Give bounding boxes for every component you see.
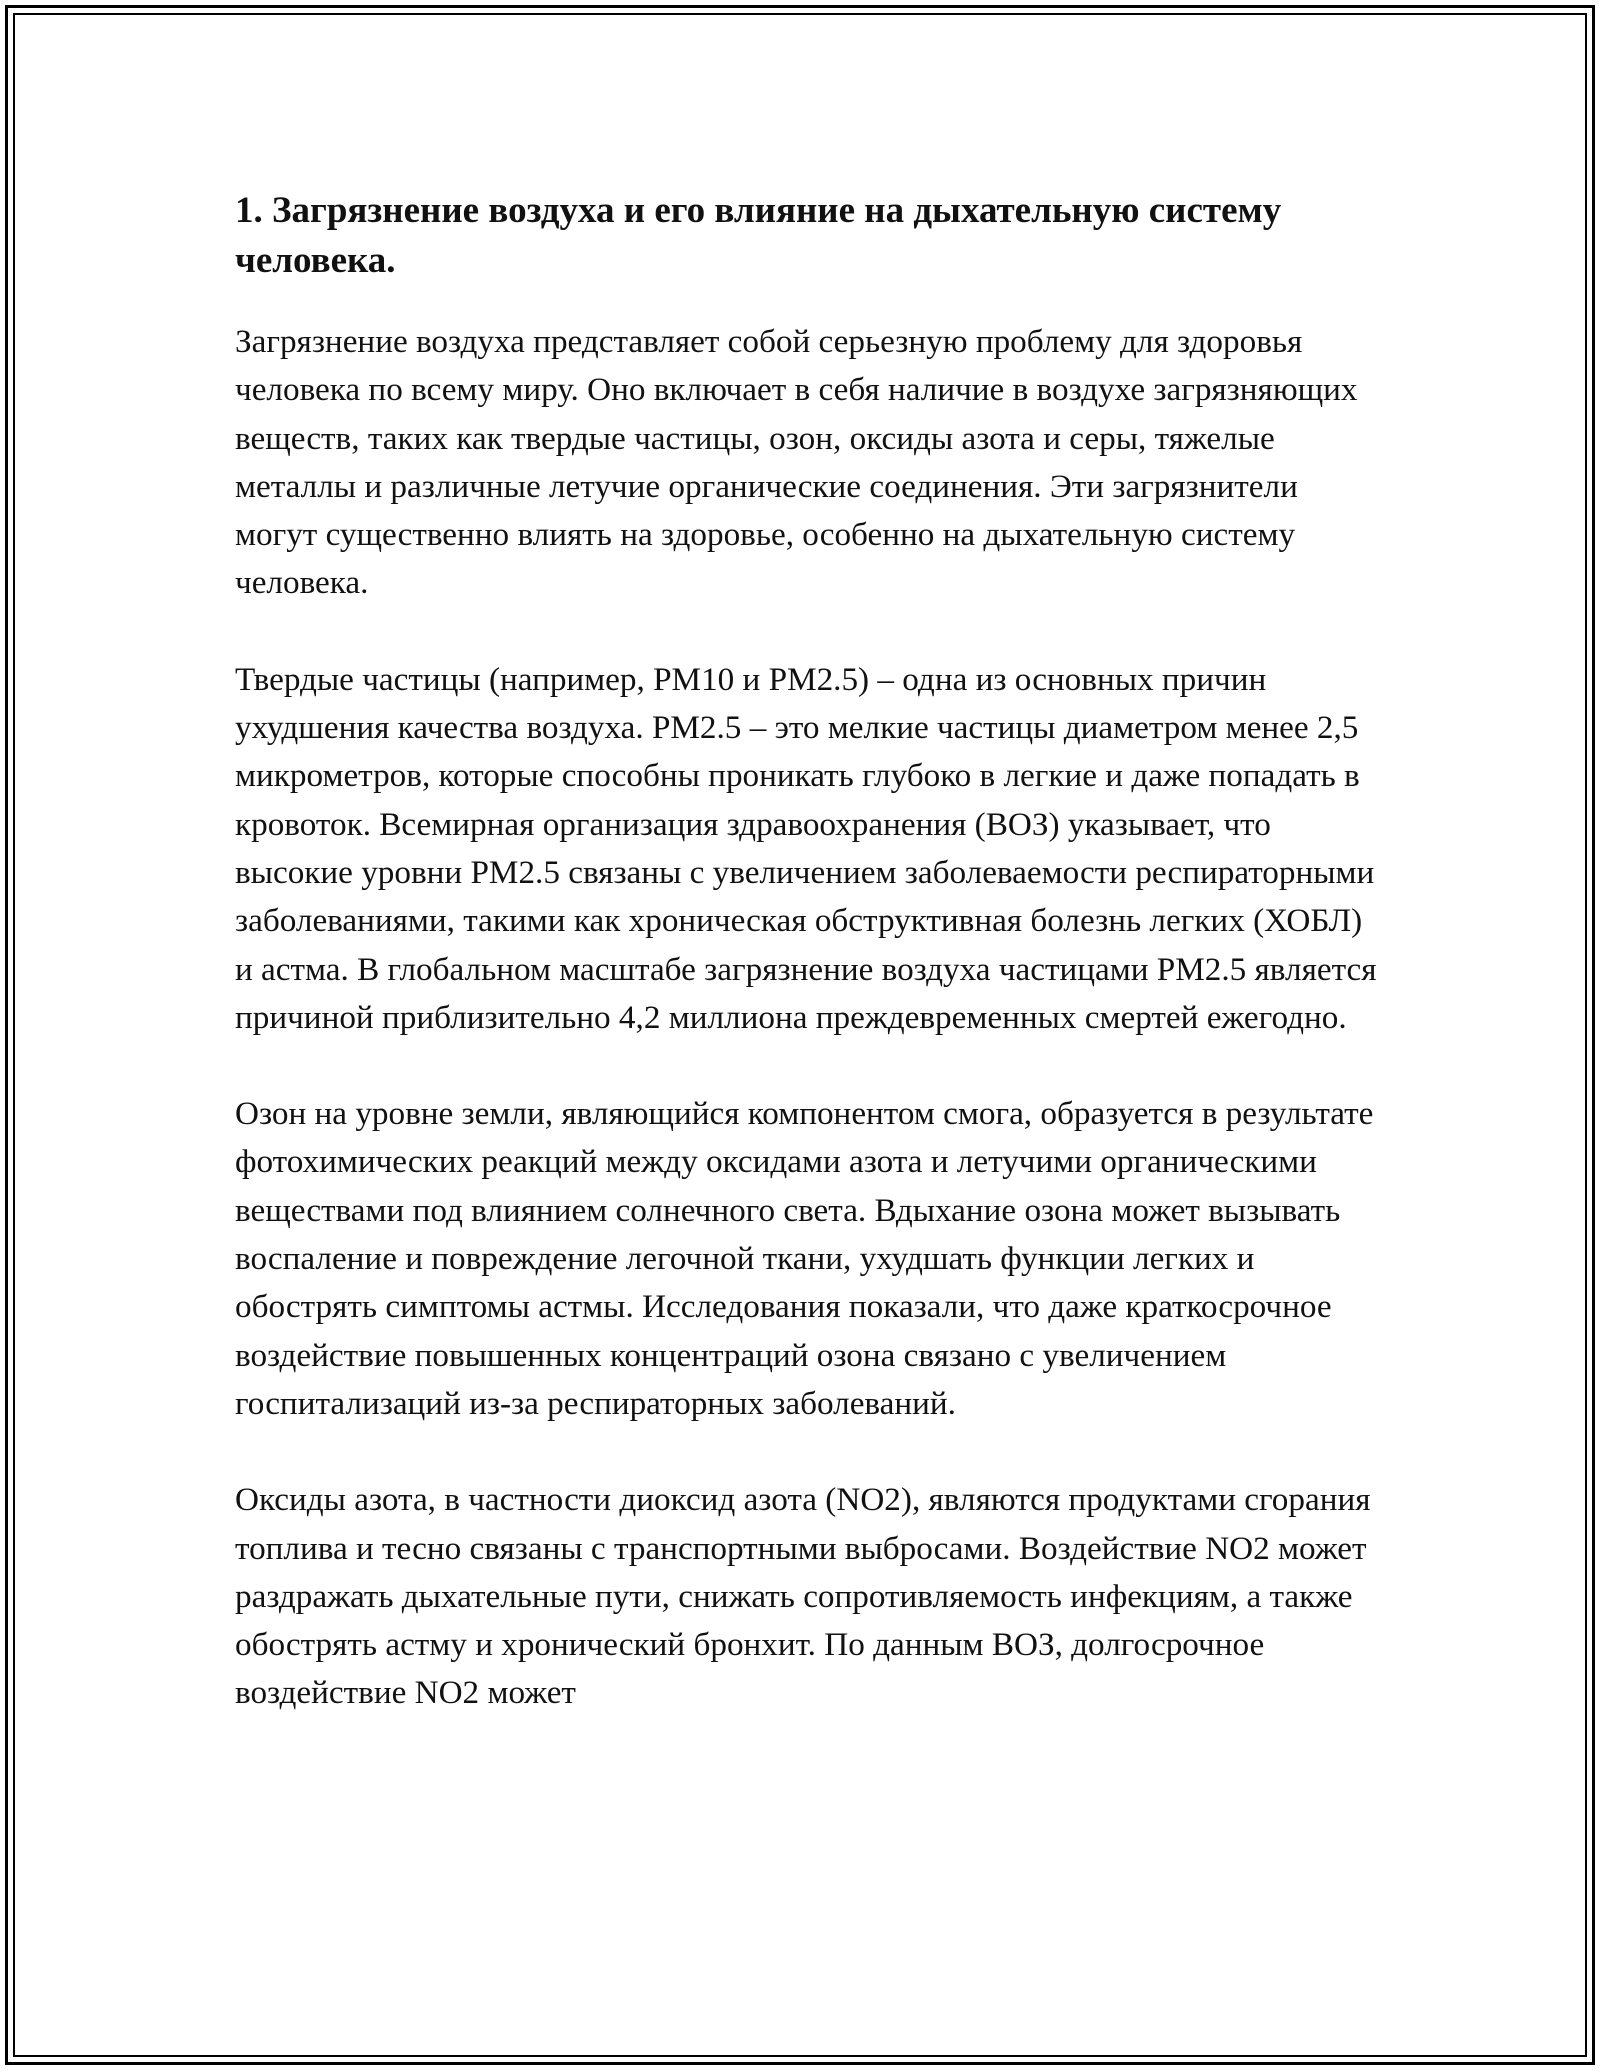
document-body [235,186,1385,1718]
paragraph-intro: Загрязнение воздуха представляет собой серьезную проблему для здоровья человека по всему миру. Оно включает в себя наличие в воздухе загрязняющих веществ, таких как твердые частицы, озон, оксиды азота и серы, тяжелые металлы и различные летучие органические соединения. Эти загрязнители могут существенно влиять на здоровье, особенно на дыхательную систему человека. [235,323,1358,602]
paragraph-nitrogen-oxides: Оксиды азота, в частности диоксид азота (NO2), являются продуктами сгорания топлива и тесно связаны с транспортными выбросами. Воздействие NO2 может раздражать дыхательные пути, снижать сопротивляемость инфекциям, а также обострять астму и хронический бронхит. По данным ВОЗ, долгосрочное воздействие NO2 может [235,1481,1371,1712]
section-heading: 1. Загрязнение воздуха и его влияние на дыхательную систему человека. [235,190,1282,281]
paragraph-particulate-matter: Твердые частицы (например, PM10 и PM2.5) – одна из основных причин ухудшения качества воздуха. PM2.5 – это мелкие частицы диаметром менее 2,5 микрометров, которые способны проникать глубоко в легкие и даже попадать в кровоток. Всемирная организация здравоохранения (ВОЗ) указывает, что высокие уровни PM2.5 связаны с увеличением заболеваемости респираторными заболеваниями, такими как хроническая обструктивная болезнь легких (ХОБЛ) и астма. В глобальном масштабе загрязнение воздуха частицами PM2.5 является причиной приблизительно 4,2 миллиона преждевременных смертей ежегодно. [235,660,1377,1036]
paragraph-ozone: Озон на уровне земли, являющийся компонентом смога, образуется в результате фотохимических реакций между оксидами азота и летучими органическими веществами под влиянием солнечного света. Вдыхание озона может вызывать воспаление и повреждение легочной ткани, ухудшать функции легких и обострять симптомы астмы. Исследования показали, что даже краткосрочное воздействие повышенных концентраций озона связано с увеличением госпитализаций из-за респираторных заболеваний. [235,1095,1374,1422]
